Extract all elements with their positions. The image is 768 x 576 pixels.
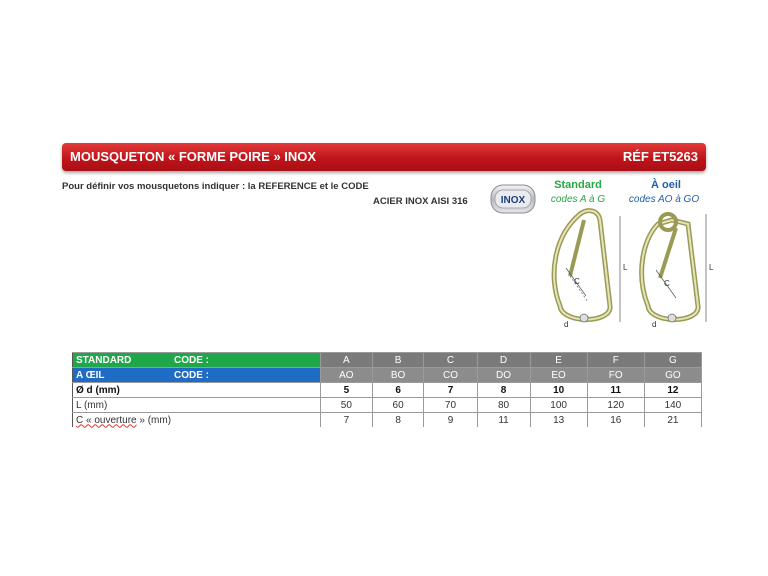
material-text: ACIER INOX AISI 316 <box>373 196 468 207</box>
table-cell: 6 <box>372 383 424 398</box>
table-cell: D <box>477 353 530 368</box>
opening-label-standard: C <box>574 277 580 286</box>
table-cell: 50 <box>321 398 373 413</box>
table-cell: B <box>372 353 424 368</box>
length-label-standard: L <box>623 263 628 272</box>
table-cell: G <box>644 353 701 368</box>
opening-label-eye: C <box>664 279 670 288</box>
table-row-eye <box>73 368 702 383</box>
table-cell: 140 <box>644 398 701 413</box>
inox-badge-label: INOX <box>500 195 526 206</box>
diameter-row-label: Ø d (mm) <box>73 383 321 398</box>
table-cell: 70 <box>424 398 477 413</box>
table-cell: 9 <box>424 413 477 428</box>
table-cell: 80 <box>477 398 530 413</box>
table-cell: C <box>424 353 477 368</box>
table-cell: CO <box>424 368 477 383</box>
table-row-standard <box>73 353 702 368</box>
specification-table <box>72 352 702 427</box>
table-cell: EO <box>530 368 587 383</box>
table-cell: 8 <box>477 383 530 398</box>
table-cell: 10 <box>530 383 587 398</box>
table-cell: 12 <box>644 383 701 398</box>
table-cell: 11 <box>587 383 644 398</box>
diameter-label-eye: d <box>652 320 657 329</box>
table-cell: FO <box>587 368 644 383</box>
table-row-diameter <box>73 383 702 398</box>
table-row-length <box>73 398 702 413</box>
eye-title: À oeil <box>651 179 681 191</box>
length-label-eye: L <box>709 263 714 272</box>
table-cell: 13 <box>530 413 587 428</box>
opening-row-label: C « ouverture » (mm) <box>73 413 321 428</box>
product-reference: RÉF ET5263 <box>622 149 698 164</box>
title-banner <box>62 143 706 171</box>
instructions-text: Pour définir vos mousquetons indiquer : la REFERENCE et le CODE <box>62 181 369 192</box>
table-cell: F <box>587 353 644 368</box>
table-cell: 8 <box>372 413 424 428</box>
standard-codes: codes A à G <box>550 194 606 205</box>
standard-title: Standard <box>554 179 602 191</box>
table-cell: GO <box>644 368 701 383</box>
table-cell: 60 <box>372 398 424 413</box>
eye-codes: codes AO à GO <box>628 194 700 205</box>
inox-badge <box>490 184 536 214</box>
table-row-opening <box>73 413 702 428</box>
table-cell: 5 <box>321 383 373 398</box>
table-cell: 7 <box>424 383 477 398</box>
table-cell: 21 <box>644 413 701 428</box>
table-cell: DO <box>477 368 530 383</box>
table-cell: BO <box>372 368 424 383</box>
table-cell: 11 <box>477 413 530 428</box>
table-cell: A <box>321 353 373 368</box>
table-cell: 100 <box>530 398 587 413</box>
table-cell: 7 <box>321 413 373 428</box>
table-cell: E <box>530 353 587 368</box>
table-cell: AO <box>321 368 373 383</box>
table-cell: 16 <box>587 413 644 428</box>
product-title: MOUSQUETON « FORME POIRE » INOX <box>70 149 317 164</box>
eye-row-label: A ŒIL CODE : <box>73 368 321 383</box>
diameter-label-standard: d <box>564 320 569 329</box>
eye-carabiner-drawing <box>628 206 718 334</box>
table-cell: 120 <box>587 398 644 413</box>
length-row-label: L (mm) <box>73 398 321 413</box>
standard-carabiner-drawing <box>540 206 630 334</box>
standard-row-label: STANDARD CODE : <box>73 353 321 368</box>
